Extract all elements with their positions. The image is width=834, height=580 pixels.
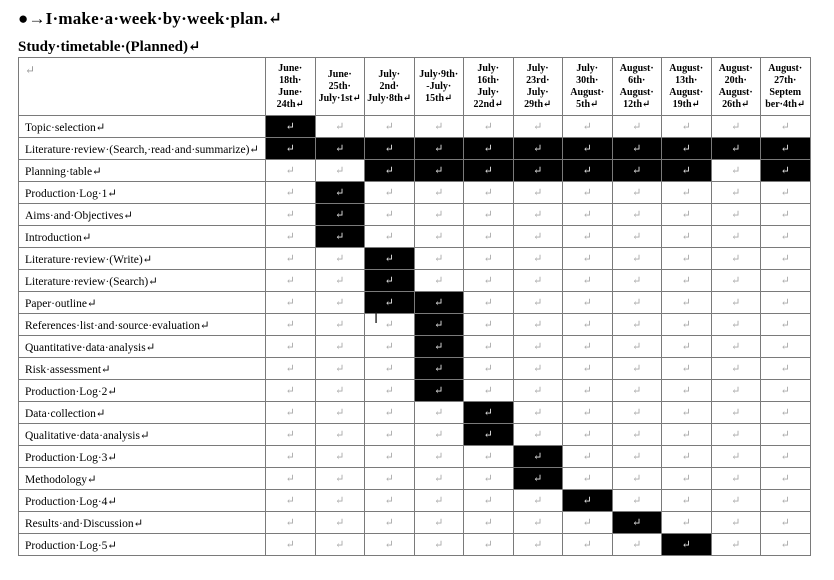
scheduled-cell[interactable]: ↵ [711,138,761,160]
week-header-9[interactable]: August· 13th· August· 19th↵ [662,58,712,116]
empty-cell[interactable]: ↵ [513,182,563,204]
empty-cell[interactable]: ↵ [414,424,464,446]
scheduled-cell[interactable]: ↵ [315,204,365,226]
scheduled-cell[interactable]: ↵ [513,468,563,490]
empty-cell[interactable]: ↵ [513,424,563,446]
empty-cell[interactable]: ↵ [662,424,712,446]
empty-cell[interactable]: ↵ [266,380,316,402]
empty-cell[interactable]: ↵ [513,490,563,512]
empty-cell[interactable]: ↵ [315,534,365,556]
scheduled-cell[interactable]: ↵ [315,138,365,160]
empty-cell[interactable]: ↵ [414,468,464,490]
empty-cell[interactable]: ↵ [612,116,662,138]
scheduled-cell[interactable]: ↵ [414,292,464,314]
task-rows [19,116,811,556]
table-row [19,270,811,292]
empty-cell[interactable]: ↵ [513,204,563,226]
empty-cell[interactable]: ↵ [365,204,415,226]
empty-cell[interactable]: ↵ [612,270,662,292]
empty-cell[interactable]: ↵ [414,226,464,248]
empty-cell[interactable]: ↵ [711,424,761,446]
empty-cell[interactable]: ↵ [761,490,811,512]
empty-cell[interactable]: ↵ [414,248,464,270]
empty-cell[interactable]: ↵ [464,182,514,204]
table-row [19,402,811,424]
scheduled-cell[interactable]: ↵ [414,138,464,160]
empty-cell[interactable]: ↵ [662,314,712,336]
empty-cell[interactable]: ↵ [662,380,712,402]
empty-cell[interactable]: ↵ [711,204,761,226]
empty-cell[interactable]: ↵ [662,270,712,292]
empty-cell[interactable]: ↵ [315,512,365,534]
scheduled-cell[interactable]: ↵ [365,248,415,270]
empty-cell[interactable]: ↵ [464,468,514,490]
empty-cell[interactable]: ↵ [711,226,761,248]
empty-cell[interactable]: ↵ [711,380,761,402]
empty-cell[interactable]: ↵ [563,182,613,204]
empty-cell[interactable]: ↵ [711,270,761,292]
paragraph-mark: ↵ [25,63,36,77]
empty-cell[interactable]: ↵ [711,490,761,512]
empty-cell[interactable]: ↵ [464,380,514,402]
empty-cell[interactable]: ↵ [612,380,662,402]
scheduled-cell[interactable]: ↵ [365,292,415,314]
table-row [19,490,811,512]
empty-cell[interactable]: ↵ [761,424,811,446]
task-label[interactable]: Literature·review·(Search)↵ [19,270,266,292]
timetable-title: Study·timetable·(Planned)↵ [18,39,201,55]
empty-cell[interactable]: ↵ [662,116,712,138]
week-header-10[interactable]: August· 20th· August· 26th↵ [711,58,761,116]
scheduled-cell[interactable]: ↵ [513,446,563,468]
empty-cell[interactable]: ↵ [266,248,316,270]
scheduled-cell[interactable]: ↵ [662,534,712,556]
scheduled-cell[interactable]: ↵ [612,138,662,160]
empty-cell[interactable]: ↵ [414,182,464,204]
empty-cell[interactable]: ↵ [662,182,712,204]
empty-cell[interactable]: ↵ [414,116,464,138]
empty-cell[interactable]: ↵ [513,402,563,424]
empty-cell[interactable]: ↵ [563,402,613,424]
table-row [19,314,811,336]
empty-cell[interactable]: ↵ [761,270,811,292]
empty-cell[interactable]: ↵ [315,446,365,468]
table-row [19,336,811,358]
empty-cell[interactable]: ↵ [464,226,514,248]
table-row [19,160,811,182]
empty-cell[interactable]: ↵ [266,446,316,468]
empty-cell[interactable]: ↵ [414,270,464,292]
task-label[interactable]: Quantitative·data·analysis↵ [19,336,266,358]
task-label[interactable]: Production·Log·5↵ [19,534,266,556]
study-timetable [18,57,811,556]
table-row [19,116,811,138]
table-row [19,512,811,534]
scheduled-cell[interactable]: ↵ [563,490,613,512]
empty-cell[interactable]: ↵ [266,226,316,248]
scheduled-cell[interactable]: ↵ [266,138,316,160]
empty-cell[interactable]: ↵ [365,380,415,402]
week-header-2[interactable]: June· 25th· July·1st↵ [315,58,365,116]
empty-cell[interactable]: ↵ [266,490,316,512]
scheduled-cell[interactable]: ↵ [315,226,365,248]
task-label[interactable]: Production·Log·4↵ [19,490,266,512]
empty-cell[interactable]: ↵ [365,534,415,556]
empty-cell[interactable]: ↵ [711,292,761,314]
empty-cell[interactable]: ↵ [612,336,662,358]
task-label[interactable]: Results·and·Discussion↵ [19,512,266,534]
empty-cell[interactable]: ↵ [662,490,712,512]
task-label[interactable]: Production·Log·1↵ [19,182,266,204]
empty-cell[interactable]: ↵ [711,512,761,534]
task-label[interactable]: References·list·and·source·evaluation↵ [19,314,266,336]
empty-cell[interactable]: ↵ [464,204,514,226]
week-header-6[interactable]: July· 23rd· July· 29th↵ [513,58,563,116]
scheduled-cell[interactable]: ↵ [464,138,514,160]
empty-cell[interactable]: ↵ [315,116,365,138]
empty-cell[interactable]: ↵ [266,292,316,314]
scheduled-cell[interactable]: ↵ [315,182,365,204]
empty-cell[interactable]: ↵ [711,446,761,468]
empty-cell[interactable]: ↵ [662,204,712,226]
empty-cell[interactable]: ↵ [266,182,316,204]
empty-cell[interactable]: ↵ [365,490,415,512]
task-label[interactable]: Aims·and·Objectives↵ [19,204,266,226]
empty-cell[interactable]: ↵ [761,292,811,314]
empty-cell[interactable]: ↵ [612,248,662,270]
empty-cell[interactable]: ↵ [761,512,811,534]
scheduled-cell[interactable]: ↵ [563,138,613,160]
empty-cell[interactable]: ↵ [315,380,365,402]
scheduled-cell[interactable]: ↵ [414,160,464,182]
empty-cell[interactable]: ↵ [711,468,761,490]
empty-cell[interactable]: ↵ [612,402,662,424]
week-header-3[interactable]: July· 2nd· July·8th↵ [365,58,415,116]
empty-cell[interactable]: ↵ [315,468,365,490]
empty-cell[interactable]: ↵ [365,226,415,248]
scheduled-cell[interactable]: ↵ [662,138,712,160]
scheduled-cell[interactable]: ↵ [464,402,514,424]
week-header-7[interactable]: July· 30th· August· 5th↵ [563,58,613,116]
empty-cell[interactable]: ↵ [662,358,712,380]
empty-cell[interactable]: ↵ [414,512,464,534]
scheduled-cell[interactable]: ↵ [365,160,415,182]
empty-cell[interactable]: ↵ [365,182,415,204]
empty-cell[interactable]: ↵ [662,512,712,534]
week-header-4[interactable]: July·9th· -July· 15th↵ [414,58,464,116]
empty-cell[interactable]: ↵ [365,402,415,424]
empty-cell[interactable]: ↵ [711,534,761,556]
empty-cell[interactable]: ↵ [513,116,563,138]
table-row [19,226,811,248]
scheduled-cell[interactable]: ↵ [464,424,514,446]
empty-cell[interactable]: ↵ [761,226,811,248]
empty-cell[interactable]: ↵ [711,358,761,380]
empty-cell[interactable]: ↵ [761,116,811,138]
empty-cell[interactable]: ↵ [612,358,662,380]
scheduled-cell[interactable]: ↵ [266,116,316,138]
empty-cell[interactable]: ↵ [612,468,662,490]
empty-cell[interactable]: ↵ [315,490,365,512]
empty-cell[interactable]: ↵ [365,446,415,468]
empty-cell[interactable]: ↵ [563,468,613,490]
empty-cell[interactable]: ↵ [563,270,613,292]
empty-cell[interactable]: ↵ [662,446,712,468]
empty-cell[interactable]: ↵ [365,512,415,534]
empty-cell[interactable]: ↵ [464,490,514,512]
empty-cell[interactable]: ↵ [761,358,811,380]
scheduled-cell[interactable]: ↵ [612,160,662,182]
scheduled-cell[interactable]: ↵ [414,336,464,358]
empty-cell[interactable]: ↵ [513,534,563,556]
empty-cell[interactable]: ↵ [662,336,712,358]
empty-cell[interactable]: ↵ [612,182,662,204]
empty-cell[interactable]: ↵ [513,358,563,380]
task-label[interactable]: Methodology↵ [19,468,266,490]
empty-cell[interactable]: ↵ [662,248,712,270]
empty-cell[interactable]: ↵ [711,402,761,424]
empty-cell[interactable]: ↵ [513,226,563,248]
week-header-5[interactable]: July· 16th· July· 22nd↵ [464,58,514,116]
empty-cell[interactable]: ↵ [315,160,365,182]
empty-cell[interactable]: ↵ [612,490,662,512]
empty-cell[interactable]: ↵ [612,314,662,336]
empty-cell[interactable]: ↵ [563,534,613,556]
empty-cell[interactable]: ↵ [315,314,365,336]
empty-cell[interactable]: ↵ [513,292,563,314]
scheduled-cell[interactable]: ↵ [414,358,464,380]
empty-cell[interactable]: ↵ [414,204,464,226]
text-cursor-icon: Ι [374,311,379,327]
table-row [19,424,811,446]
week-header-8[interactable]: August· 6th· August· 12th↵ [612,58,662,116]
empty-cell[interactable]: ↵ [662,226,712,248]
scheduled-cell[interactable]: ↵ [513,138,563,160]
empty-cell[interactable]: ↵ [414,446,464,468]
empty-cell[interactable]: ↵ [513,380,563,402]
empty-cell[interactable]: ↵ [266,160,316,182]
week-header-11[interactable]: August· 27th· Septem ber·4th↵ [761,58,811,116]
empty-cell[interactable]: ↵ [513,512,563,534]
empty-cell[interactable]: ↵ [365,424,415,446]
empty-cell[interactable]: ↵ [266,336,316,358]
empty-cell[interactable]: ↵ [761,336,811,358]
table-row [19,182,811,204]
empty-cell[interactable]: ↵ [266,314,316,336]
empty-cell[interactable]: ↵ [513,248,563,270]
empty-cell[interactable]: ↵ [711,182,761,204]
scheduled-cell[interactable]: ↵ [612,512,662,534]
empty-cell[interactable]: ↵ [464,116,514,138]
scheduled-cell[interactable]: ↵ [761,160,811,182]
empty-cell[interactable]: ↵ [761,468,811,490]
scheduled-cell[interactable]: ↵ [662,160,712,182]
empty-cell[interactable]: ↵ [464,248,514,270]
empty-cell[interactable]: ↵ [315,424,365,446]
empty-cell[interactable]: ↵ [315,358,365,380]
empty-cell[interactable]: ↵ [266,270,316,292]
empty-cell[interactable]: ↵ [464,336,514,358]
task-label[interactable]: Production·Log·3↵ [19,446,266,468]
table-row [19,358,811,380]
table-row [19,468,811,490]
empty-cell[interactable]: ↵ [662,402,712,424]
empty-cell[interactable]: ↵ [612,226,662,248]
empty-cell[interactable]: ↵ [612,292,662,314]
corner-cell[interactable] [19,58,266,116]
empty-cell[interactable]: ↵ [662,468,712,490]
empty-cell[interactable]: ↵ [761,182,811,204]
empty-cell[interactable]: ↵ [513,270,563,292]
table-row [19,248,811,270]
table-row [19,292,811,314]
empty-cell[interactable]: ↵ [563,204,613,226]
empty-cell[interactable]: ↵ [563,248,613,270]
empty-cell[interactable]: ↵ [563,512,613,534]
task-label[interactable]: Literature·review·(Write)↵ [19,248,266,270]
empty-cell[interactable]: ↵ [563,226,613,248]
week-header-1[interactable]: June· 18th· June· 24th↵ [266,58,316,116]
task-label[interactable]: Literature·review·(Search,·read·and·summarize)↵ [19,138,266,160]
empty-cell[interactable]: ↵ [761,204,811,226]
empty-cell[interactable]: ↵ [563,446,613,468]
empty-cell[interactable]: ↵ [315,336,365,358]
empty-cell[interactable]: ↵ [761,534,811,556]
empty-cell[interactable]: ↵ [563,314,613,336]
empty-cell[interactable]: ↵ [662,292,712,314]
empty-cell[interactable]: ↵ [563,358,613,380]
empty-cell[interactable]: ↵ [711,116,761,138]
empty-cell[interactable]: ↵ [761,402,811,424]
empty-cell[interactable]: ↵ [612,204,662,226]
task-label[interactable]: Introduction↵ [19,226,266,248]
task-label[interactable]: Planning·table↵ [19,160,266,182]
empty-cell[interactable]: ↵ [315,292,365,314]
empty-cell[interactable]: ↵ [563,336,613,358]
empty-cell[interactable]: ↵ [365,468,415,490]
task-label[interactable]: Paper·outline↵ [19,292,266,314]
empty-cell[interactable]: ↵ [612,534,662,556]
empty-cell[interactable]: ↵ [711,336,761,358]
empty-cell[interactable]: ↵ [266,424,316,446]
empty-cell[interactable]: ↵ [315,402,365,424]
empty-cell[interactable]: ↵ [761,248,811,270]
empty-cell[interactable]: ↵ [563,116,613,138]
empty-cell[interactable]: ↵ [513,314,563,336]
table-row [19,446,811,468]
scheduled-cell[interactable]: ↵ [414,380,464,402]
table-row [19,534,811,556]
document-heading: ●→I·make·a·week·by·week·plan.↵ [18,9,283,28]
task-label[interactable]: Data·collection↵ [19,402,266,424]
empty-cell[interactable]: ↵ [711,160,761,182]
scheduled-cell[interactable]: ↵ [365,270,415,292]
task-label[interactable]: Production·Log·2↵ [19,380,266,402]
empty-cell[interactable]: ↵ [266,534,316,556]
scheduled-cell[interactable]: ↵ [761,138,811,160]
empty-cell[interactable]: ↵ [414,490,464,512]
empty-cell[interactable]: ↵ [464,292,514,314]
empty-cell[interactable]: ↵ [563,292,613,314]
task-label[interactable]: Topic·selection↵ [19,116,266,138]
empty-cell[interactable]: ↵ [563,424,613,446]
empty-cell[interactable]: ↵ [266,358,316,380]
empty-cell[interactable]: ↵ [266,468,316,490]
timetable-table [18,57,811,556]
empty-cell[interactable]: ↵ [711,248,761,270]
header-row [19,58,811,116]
empty-cell[interactable]: ↵ [315,270,365,292]
empty-cell[interactable]: ↵ [761,380,811,402]
task-label[interactable]: Qualitative·data·analysis↵ [19,424,266,446]
empty-cell[interactable]: ↵ [761,446,811,468]
scheduled-cell[interactable]: ↵ [464,160,514,182]
empty-cell[interactable]: ↵ [365,358,415,380]
scheduled-cell[interactable]: ↵ [513,160,563,182]
empty-cell[interactable]: ↵ [464,270,514,292]
empty-cell[interactable]: ↵ [266,204,316,226]
empty-cell[interactable]: ↵ [612,424,662,446]
scheduled-cell[interactable]: ↵ [563,160,613,182]
empty-cell[interactable]: ↵ [365,314,415,336]
empty-cell[interactable]: ↵ [563,380,613,402]
empty-cell[interactable]: ↵ [761,314,811,336]
scheduled-cell[interactable]: ↵ [365,138,415,160]
empty-cell[interactable]: ↵ [365,116,415,138]
empty-cell[interactable]: ↵ [464,446,514,468]
empty-cell[interactable]: ↵ [414,402,464,424]
empty-cell[interactable]: ↵ [414,534,464,556]
table-row [19,204,811,226]
empty-cell[interactable]: ↵ [365,336,415,358]
table-row [19,380,811,402]
task-label[interactable]: Risk·assessment↵ [19,358,266,380]
empty-cell[interactable]: ↵ [315,248,365,270]
scheduled-cell[interactable]: ↵ [414,314,464,336]
empty-cell[interactable]: ↵ [464,512,514,534]
empty-cell[interactable]: ↵ [464,358,514,380]
table-row [19,138,811,160]
empty-cell[interactable]: ↵ [612,446,662,468]
empty-cell[interactable]: ↵ [266,402,316,424]
empty-cell[interactable]: ↵ [464,534,514,556]
empty-cell[interactable]: ↵ [266,512,316,534]
empty-cell[interactable]: ↵ [464,314,514,336]
empty-cell[interactable]: ↵ [513,336,563,358]
empty-cell[interactable]: ↵ [711,314,761,336]
